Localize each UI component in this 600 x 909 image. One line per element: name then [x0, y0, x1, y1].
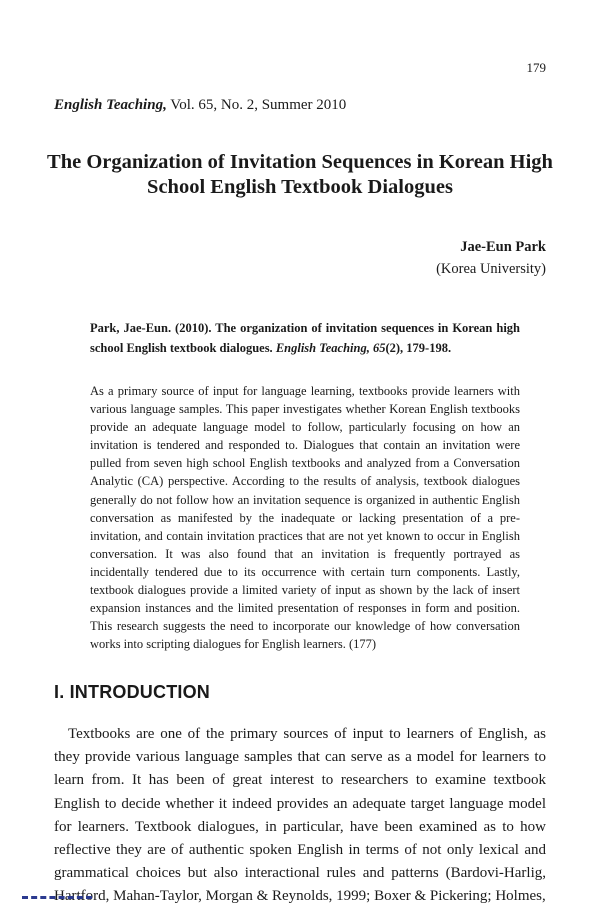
author-block: [436, 236, 546, 280]
citation-journal: English Teaching, 65: [275, 341, 386, 355]
citation: [90, 318, 520, 358]
body-paragraph: Textbooks are one of the primary sources of input to learners of English, as they provide various language samples that can serve as a model for learners to learn from. It has been of great interest to researchers to examine textbook English to decide whether it indeed provides an adequate target language model for learners. Textbook dialogues, in particular, have been examined as to how reflective they are of authentic spoken English in terms of not only lexical and grammatical choices but also interactional rules and patterns (Bardovi-Harlig, Hartford, Mahan-Taylor, Morgan & Reynolds, 1999; Boxer & Pickering; Holmes,: [54, 726, 546, 905]
journal-details: Vol. 65, No. 2, Summer 2010: [166, 97, 347, 113]
paper-title: The Organization of Invitation Sequences in Korean High School English Textbook Dialogues: [47, 151, 553, 198]
abstract: As a primary source of input for language learning, textbooks provide learners with various language samples. This paper investigates whether Korean English textbooks provide an adequate language model to follow, particularly focusing on how an invitation is tendered and responded to. Dialogues that contain an invitation were pulled from seven high school English textbooks and analyzed from a Conversation Analytic (CA) perspective. According to the results of analysis, textbook dialogues generally do not follow how an invitation sequence is organized in authentic English conversation as manifested by the inadequate or lacking presentation of a pre-invitation, and contain invitation practices that are not yet known to occur in English conversation. It was also found that an invitation is frequently portrayed as incidentally tendered due to its occurrence with certain turn components. Lastly, textbook dialogues provide a limited variety of input as shown by the lack of insert expansion instances and the limited presentation of responses in form and position. This research suggests the need to incorporate our knowledge of how conversation works into scripting dialogues for English learners. (177): [90, 384, 520, 652]
journal-title: English Teaching,: [54, 97, 167, 113]
citation-main: Park, Jae-Eun. (2010). The organization of invitation sequences in Korean high school English textbook dialogues.: [90, 321, 520, 355]
section-heading: I. INTRODUCTION: [54, 682, 210, 702]
author-affiliation: (Korea University): [436, 261, 546, 277]
citation-pages: (2), 179-198.: [385, 341, 452, 355]
page-number: 179: [526, 60, 546, 75]
author-name: Jae-Eun Park: [460, 239, 546, 255]
journal-header: [54, 97, 346, 114]
